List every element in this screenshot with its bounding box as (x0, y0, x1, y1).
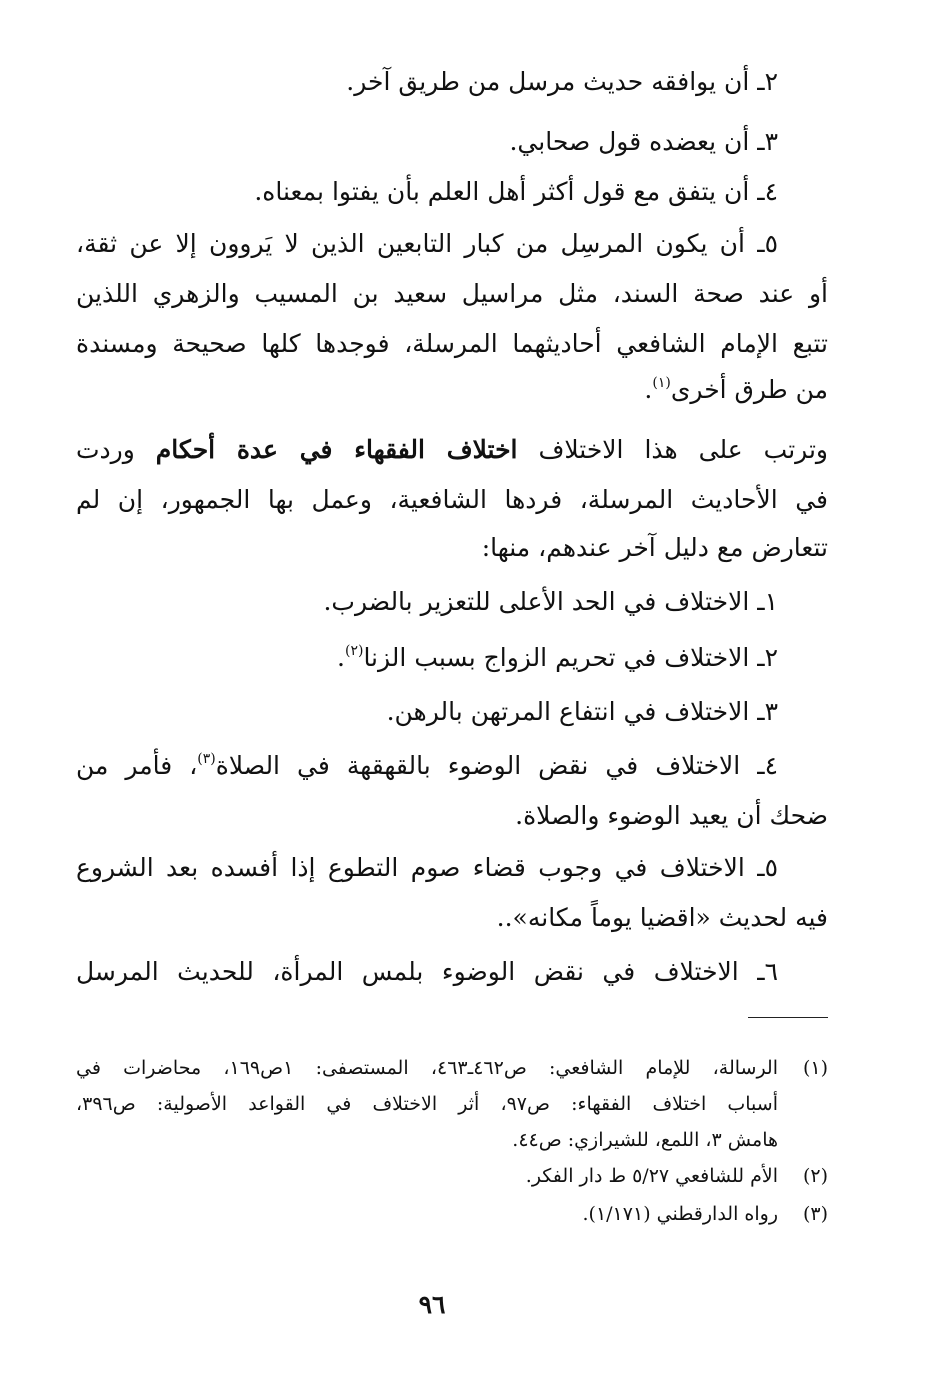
footnote-3-number: (٣) (802, 1203, 828, 1225)
intro-line-1-start: وترتب على هذا الاختلاف (517, 435, 829, 464)
condition-3 (76, 120, 778, 164)
footnote-1-text-1: الرسالة، للإمام الشافعي: ص٤٦٢ـ٤٦٣، المستصفى: ١ص١٦٩، محاضرات في (76, 1057, 778, 1079)
ruling-2-end: . (337, 643, 345, 672)
condition-2-text: ٢ـ أن يوافقه حديث مرسل من طريق آخر. (346, 67, 778, 96)
footnote-3-text: رواه الدارقطني (١/١٧١). (582, 1203, 778, 1225)
footnote-1-number: (١) (802, 1057, 828, 1079)
ruling-2 (76, 636, 778, 680)
intro-bold-phrase: اختلاف الفقهاء في عدة أحكام (155, 435, 518, 464)
footnote-ref-3[interactable]: (٣) (197, 750, 216, 767)
condition-5-line-1: ٥ـ أن يكون المرسِل من كبار التابعين الذين لا يَروون إلا عن ثقة، (76, 229, 778, 258)
footnote-ref-1[interactable]: (١) (652, 374, 671, 391)
ruling-6-line-1: ٦ـ الاختلاف في نقض الوضوء بلمس المرأة، للحديث المرسل (76, 957, 778, 986)
condition-5-line-4 (76, 368, 828, 412)
intro-line-1 (76, 428, 828, 472)
ruling-4-line-2: ضحك أن يعيد الوضوء والصلاة. (515, 801, 828, 830)
condition-5-line-4-text: من طرق أخرى (670, 375, 828, 404)
footnote-1-text-2: أسباب اختلاف الفقهاء: ص٩٧، أثر الاختلاف في القواعد الأصولية: ص٣٩٦، (76, 1093, 778, 1115)
condition-4 (76, 170, 778, 214)
ruling-4-line-1-end: ، فأمر من (76, 751, 198, 780)
footnote-2-number: (٢) (802, 1165, 828, 1187)
intro-line-3: تتعارض مع دليل آخر عندهم، منها: (481, 533, 828, 562)
footnote-1-text-3: هامش ٣، اللمع، للشيرازي: ص٤٤. (512, 1129, 778, 1151)
footnote-ref-2[interactable]: (٢) (344, 642, 364, 659)
intro-line-2: في الأحاديث المرسلة، فردها الشافعية، وعمل بها الجمهور، إن لم (76, 485, 828, 514)
condition-5-line-3: تتبع الإمام الشافعي أحاديثهما المرسلة، فوجدها كلها صحيحة ومسندة (76, 329, 828, 358)
ruling-4-text: ٤ـ الاختلاف في نقض الوضوء بالقهقهة في الصلاة (215, 751, 779, 780)
intro-line-1-end: وردت (76, 435, 156, 464)
footnote-separator (748, 1017, 828, 1018)
condition-3-text: ٣ـ أن يعضده قول صحابي. (509, 127, 778, 156)
book-page (76, 0, 828, 1382)
footnote-2-text: الأم للشافعي ٥/٢٧ ط دار الفكر. (525, 1165, 778, 1187)
condition-5-line-2: أو عند صحة السند، مثل مراسيل سعيد بن المسيب والزهري اللذين (76, 279, 828, 308)
ruling-1: ١ـ الاختلاف في الحد الأعلى للتعزير بالضرب. (323, 587, 778, 616)
condition-5-line-4-end: . (644, 375, 653, 404)
condition-2 (76, 60, 778, 104)
condition-4-text: ٤ـ أن يتفق مع قول أكثر أهل العلم بأن يفتوا بمعناه. (254, 177, 778, 206)
ruling-4-line-1 (76, 744, 778, 788)
ruling-5-line-2: فيه لحديث «اقضيا يوماً مكانه».. (496, 903, 828, 932)
page-number: ٩٦ (418, 1290, 446, 1319)
ruling-5-line-1: ٥ـ الاختلاف في وجوب قضاء صوم التطوع إذا أفسده بعد الشروع (76, 853, 778, 882)
ruling-2-text: ٢ـ الاختلاف في تحريم الزواج بسبب الزنا (363, 643, 778, 672)
ruling-3: ٣ـ الاختلاف في انتفاع المرتهن بالرهن. (386, 697, 778, 726)
